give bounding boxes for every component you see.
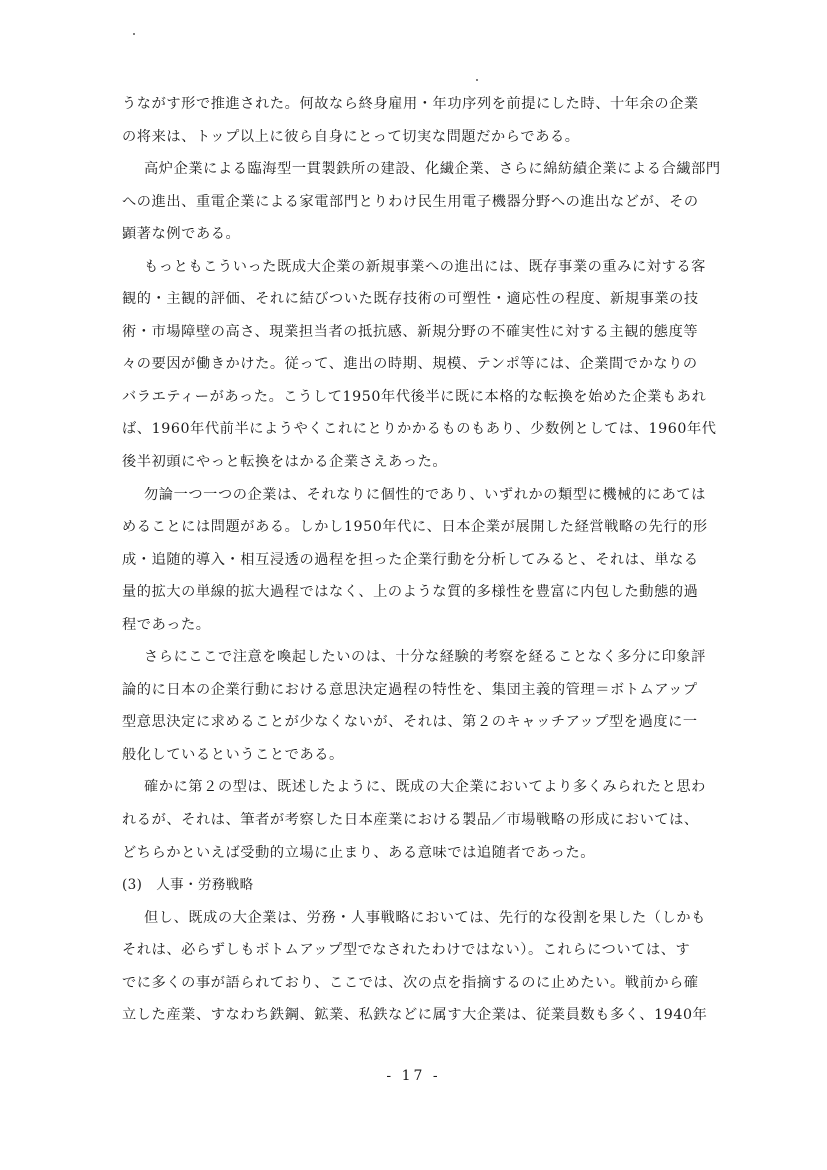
text-line: ば、1960年代前半にようやくこれにとりかかるものもあり、少数例としては、1960年代 [122,421,717,438]
text-line: の将来は、トップ以上に彼ら自身にとって切実な問題だからである。 [122,128,580,145]
text-line: 観的・主観的評価、それに結びついた既存技術の可塑性・適応性の程度、新規事業の技 [122,291,699,308]
text-line: 量的拡大の単線的拡大過程ではなく、上のような質的多様性を豊富に内包した動態的過 [122,584,699,601]
text-line: うながす形で推進された。何故なら終身雇用・年功序列を前提にした時、十年余の企業 [122,96,699,112]
text-line: 後半初頭にやっと転換をはかる企業さえあった。 [122,454,448,471]
text-line: もっともこういった既成大企業の新規事業への進出には、既存事業の重みに対する客 [144,258,706,275]
text-line: 般化しているということである。 [122,746,344,763]
text-line: れるが、それは、筆者が考察した日本産業における製品／市場戦略の形成においては、 [122,812,699,829]
text-line: さらにここで注意を喚起したいのは、十分な経験的考察を経ることなく多分に印象評 [144,649,706,666]
text-line: 顕著な例である。 [122,226,241,243]
text-line: それは、必らずしもボトムアップ型でなされたわけではない）。これらについては、す [122,942,691,959]
body-text [122,88,744,1032]
text-line: 型意思決定に求めることが少なくないが、それは、第２のキャッチアップ型を過度に一 [122,714,698,731]
text-line: 但し、既成の大企業は、労務・人事戦略においては、先行的な役割を果した（しかも [144,909,706,926]
text-line: 高炉企業による臨海型一貫製鉄所の建設、化繊企業、さらに綿紡績企業による合繊部門 [144,161,721,178]
scan-speck [476,79,478,81]
text-line: でに多くの事が語られており、ここでは、次の点を指摘するのに止めたい。戦前から確 [122,974,699,991]
text-line: 確かに第２の型は、既述したように、既成の大企業においてより多くみられたと思わ [144,779,706,796]
text-line: への進出、重電企業による家電部門とりわけ民生用電子機器分野への進出などが、その [122,193,699,210]
section-heading: (3) 人事・労務戦略 [122,877,254,894]
text-line: どちらかといえば受動的立場に止まり、ある意味では追随者であった。 [122,844,596,861]
text-line: 立した産業、すなわち鉄鋼、鉱業、私鉄などに属す大企業は、従業員数も多く、1940年 [122,1007,708,1024]
text-line: 論的に日本の企業行動における意思決定過程の特性を、集団主義的管理＝ボトムアップ [122,681,698,698]
text-line: 勿論一つ一つの企業は、それなりに個性的であり、いずれかの類型に機械的にあては [144,486,706,503]
text-line: バラエティーがあった。こうして1950年代後半に既に本格的な転換を始めた企業もあれ [122,388,707,405]
text-line: 程であった。 [122,616,211,633]
text-line: めることには問題がある。しかし1950年代に、日本企業が展開した経営戦略の先行的形 [122,519,708,536]
text-line: 々の要因が働きかけた。従って、進出の時期、規模、テンポ等には、企業間でかなりの [122,356,698,373]
scan-speck [133,33,135,35]
text-line: 成・追随的導入・相互浸透の過程を担った企業行動を分析してみると、それは、単なる [122,551,699,568]
page-number: - 17 - [386,1068,441,1084]
text-line: 術・市場障壁の高さ、現業担当者の抵抗感、新規分野の不確実性に対する主観的態度等 [122,323,699,340]
